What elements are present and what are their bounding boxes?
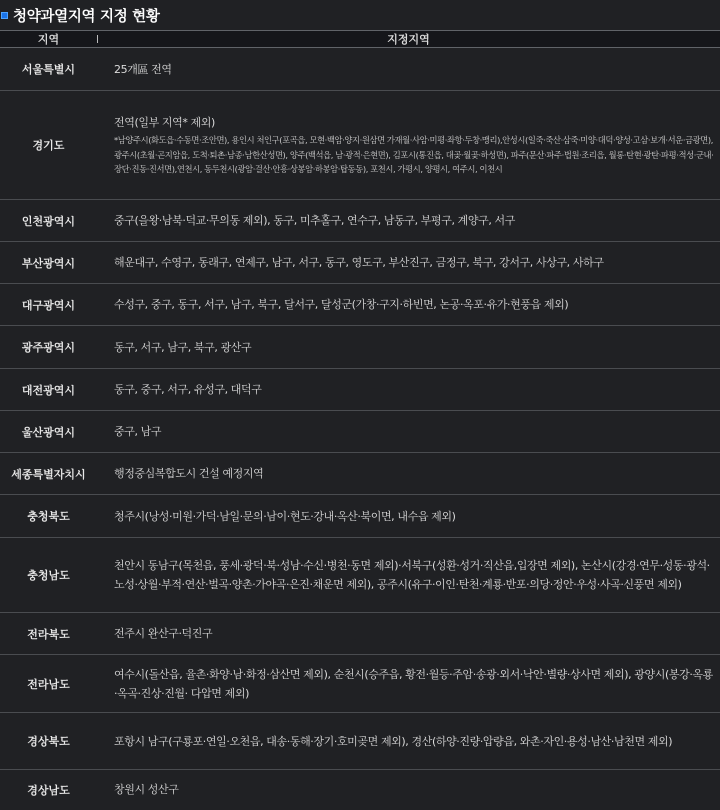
region-cell: 서울특별시 [0, 48, 97, 91]
page-title: 청약과열지역 지정 현황 [13, 8, 160, 25]
table-row [0, 48, 720, 91]
table-row [0, 495, 720, 538]
areas-cell: 전주시 완산구·덕진구 [97, 613, 720, 655]
region-cell: 전라남도 [0, 655, 97, 713]
areas-cell: 수성구, 중구, 동구, 서구, 남구, 북구, 달서구, 달성군(가창·구지·하빈면, 논공·옥포·유가·현풍읍 제외) [97, 284, 720, 326]
table-row [0, 326, 720, 369]
region-cell: 대전광역시 [0, 369, 97, 411]
table-row [0, 613, 720, 655]
areas-cell: 창원시 성산구 [114, 783, 179, 797]
region-cell: 부산광역시 [0, 242, 97, 284]
region-cell: 인천광역시 [0, 200, 97, 242]
areas-cell: 중구(을왕·남북·덕교·무의동 제외), 동구, 미추홀구, 연수구, 남동구, 부평구, 계양구, 서구 [97, 200, 720, 242]
designation-table [0, 30, 720, 810]
table-row [0, 200, 720, 242]
areas-cell: 중구, 남구 [97, 411, 720, 453]
table-row [0, 770, 720, 810]
areas-cell: 행정중심복합도시 건설 예정지역 [97, 453, 720, 495]
region-cell: 충청북도 [0, 495, 97, 538]
page-header [0, 0, 720, 30]
table-row [0, 91, 720, 200]
areas-cell: 여수시(돌산읍, 율촌·화양·남·화정·삼산면 제외), 순천시(승주읍, 황전·월등·주암·송광·외서·낙안·별량·상사면 제외), 광양시(봉강·옥룡·옥곡·진상·진월· 다압면 제외) [97, 655, 720, 713]
areas-cell: 25개區 전역 [97, 48, 720, 91]
areas-cell: 해운대구, 수영구, 동래구, 연제구, 남구, 서구, 동구, 영도구, 부산진구, 금정구, 북구, 강서구, 사상구, 사하구 [97, 242, 720, 284]
areas-main-text: 전역(일부 지역* 제외) [114, 116, 215, 130]
column-header-areas: 지정지역 [387, 33, 430, 46]
table-row [0, 284, 720, 326]
region-cell: 경기도 [0, 91, 97, 200]
region-cell: 경상남도 [27, 783, 70, 797]
region-cell: 세종특별자치시 [0, 453, 97, 495]
table-row [0, 369, 720, 411]
table-row [0, 453, 720, 495]
table-row [0, 242, 720, 284]
column-header-region: 지역 [0, 31, 97, 48]
areas-footnote: *남양주시(화도읍·수동면·조안면), 용인시 처인구(포곡읍, 모현·백암·양지·원삼면 가재월·사암·미평·좌항·두창·맹리),안성시(일죽·죽산·삼죽·미양·대덕·양성·고삼·보개·서운·금광면),광주시(초월·곤지암읍, 도척·퇴촌·남종·남한산성면), 양주(백석읍, 남·광적·은현면), 김포시(통진읍, 대곶·월곶·하성면), 파주(문산·파주·법원·조리읍, 월롱·탄현·광탄·파평·적성·군내·장단·진동·진서면),연천시, 동두천시(광암·걸산·안흥·상봉암·하봉암·탑동동), 포천시, 가평시, 양평시, 여주시, 이천시 [114, 135, 714, 175]
areas-cell: 동구, 중구, 서구, 유성구, 대덕구 [97, 369, 720, 411]
table-row [0, 538, 720, 613]
areas-cell: 청주시(낭성·미원·가덕·남일·문의·남이·현도·강내·옥산·북이면, 내수읍 제외) [97, 495, 720, 538]
region-cell: 울산광역시 [0, 411, 97, 453]
areas-cell: 천안시 동남구(목천읍, 풍세·광덕·북·성남·수신·병천·동면 제외)·서북구(성환·성거·직산읍,입장면 제외), 논산시(강경·연무·성동·광석·노성·상월·부적·연산·벌곡·양촌·가야곡·은진·채운면 제외), 공주시(유구·이인·탄천·계룡·반포·의당·정안·우성·사곡·신풍면 제외) [97, 538, 720, 613]
title-bullet-icon [1, 12, 8, 19]
region-cell: 경상북도 [0, 713, 97, 770]
table-header-row [0, 31, 720, 48]
areas-cell: 동구, 서구, 남구, 북구, 광산구 [97, 326, 720, 369]
region-cell: 전라북도 [0, 613, 97, 655]
region-cell: 대구광역시 [0, 284, 97, 326]
areas-cell [97, 91, 720, 200]
table-row [0, 655, 720, 713]
table-row [0, 713, 720, 770]
region-cell: 광주광역시 [0, 326, 97, 369]
table-row [0, 411, 720, 453]
areas-cell: 포항시 남구(구룡포·연일·오천읍, 대송·동해·장기·호미곶면 제외), 경산(하양·진량·압량읍, 와촌·자인·용성·남산·남천면 제외) [97, 713, 720, 770]
region-cell: 충청남도 [0, 538, 97, 613]
